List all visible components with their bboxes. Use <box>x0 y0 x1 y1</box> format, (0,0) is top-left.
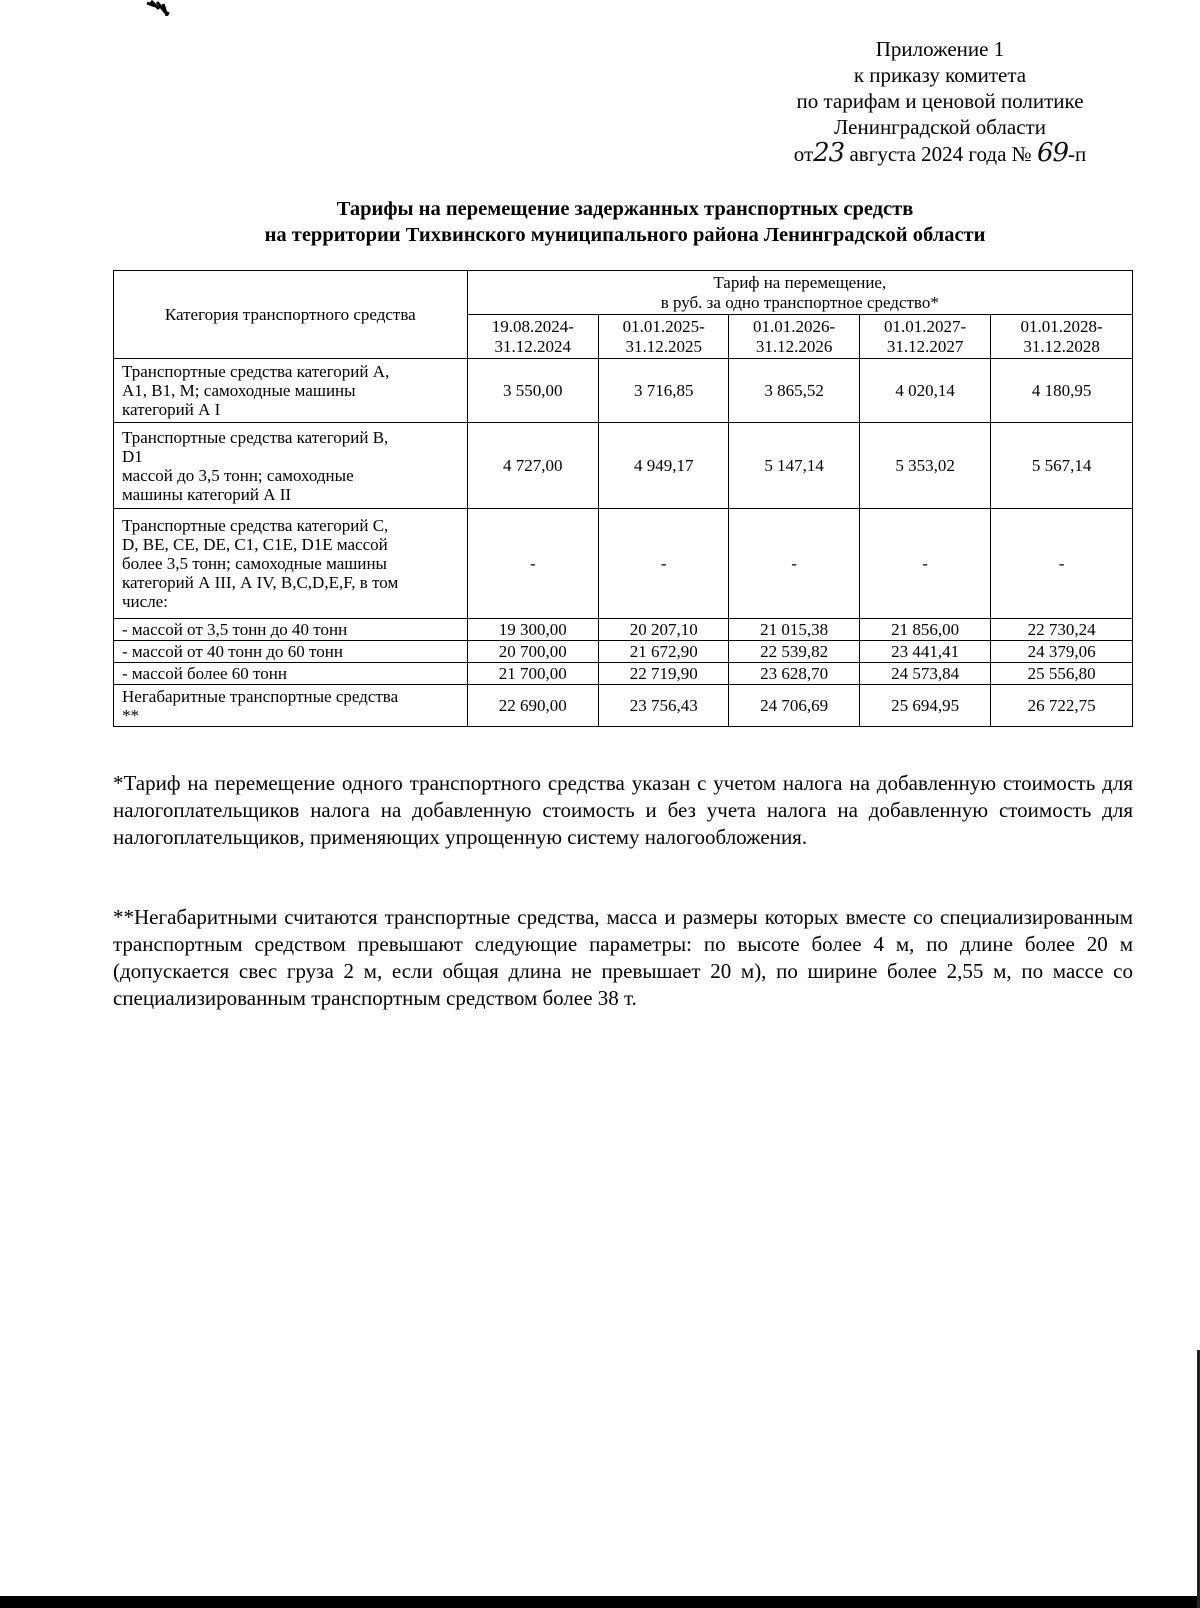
footnote-vat: *Тариф на перемещение одного транспортного средства указан с учетом налога на добавленную стоимость для налогоплательщиков налога на добавленную стоимость и без учета налога на добавленную стоимость для налогоплательщиков, применяющих упрощенную систему налогообложения. <box>113 771 1133 849</box>
table-row <box>114 641 1133 663</box>
period-header <box>729 315 859 359</box>
number-suffix: -п <box>1068 142 1087 166</box>
tariff-value-cell: 20 207,10 <box>599 619 729 641</box>
tariff-value-cell: - <box>599 509 729 619</box>
tariff-value-cell: 25 694,95 <box>859 685 990 727</box>
tariff-header-line-2: в руб. за одно транспортное средство* <box>660 292 939 312</box>
tariff-value-cell: 4 949,17 <box>599 423 729 509</box>
date-middle: августа 2024 года № <box>849 142 1032 166</box>
tariff-value-cell: 4 020,14 <box>859 359 990 423</box>
category-line: D1 <box>122 446 143 466</box>
category-line: категорий А I <box>122 400 221 419</box>
table-row <box>114 619 1133 641</box>
period-to: 31.12.2026 <box>755 336 833 356</box>
tariff-value-cell: - <box>467 509 598 619</box>
appendix-committee: по тарифам и ценовой политике <box>796 89 1084 113</box>
period-header <box>599 315 729 359</box>
category-cell <box>114 509 468 619</box>
tariff-value-cell: 3 865,52 <box>729 359 859 423</box>
category-cell <box>114 663 468 685</box>
category-line: машины категорий А II <box>122 484 292 504</box>
table-row <box>114 509 1133 619</box>
tariff-value-cell: 21 015,38 <box>729 619 859 641</box>
title-line-2: на территории Тихвинского муниципального района Ленинградской области <box>264 224 986 246</box>
period-to: 31.12.2027 <box>886 336 964 356</box>
period-from: 01.01.2027- <box>883 316 967 336</box>
category-cell <box>114 359 468 423</box>
tariff-value-cell: 22 539,82 <box>729 641 859 663</box>
tariff-value-cell: 3 550,00 <box>467 359 598 423</box>
tariff-value-cell: 21 700,00 <box>467 663 598 685</box>
scan-bottom-edge <box>0 1596 1200 1608</box>
title-line-1: Тарифы на перемещение задержанных транспортных средств <box>336 198 914 220</box>
category-line: Негабаритные транспортные средства <box>122 686 399 706</box>
category-line: Транспортные средства категорий С, <box>122 516 389 535</box>
tariff-value-cell: 21 856,00 <box>859 619 990 641</box>
table-row <box>114 685 1133 727</box>
category-line: Транспортные средства категорий А, <box>122 362 390 381</box>
tariff-value-cell: 21 672,90 <box>599 641 729 663</box>
category-column-header: Категория транспортного средства <box>114 271 468 359</box>
tariff-value-cell: 24 573,84 <box>859 663 990 685</box>
period-from: 01.01.2026- <box>753 316 836 336</box>
category-cell <box>114 423 468 509</box>
appendix-title: Приложение 1 <box>875 37 1005 61</box>
appendix-region: Ленинградской области <box>834 115 1046 139</box>
tariff-value-cell: 19 300,00 <box>467 619 598 641</box>
appendix-header <box>760 36 1120 167</box>
tariff-value-cell: 22 719,90 <box>599 663 729 685</box>
category-line: Транспортные средства категорий В, <box>122 427 389 447</box>
tariff-value-cell: 3 716,85 <box>599 359 729 423</box>
footnote-oversized: **Негабаритными считаются транспортные средства, масса и размеры которых вместе со специализированным транспортным средством превышают следующие параметры: по высоте более 4 м, по длине более 20 м (допускается свес груза 2 м, если общая длина не превышает 20 м), по ширине более 2,55 м, по массе со специализированным транспортным средством более 38 т. <box>113 905 1133 1010</box>
tariff-value-cell: 23 441,41 <box>859 641 990 663</box>
handwritten-day: 23 <box>813 138 845 168</box>
period-header <box>859 315 990 359</box>
period-to: 31.12.2024 <box>494 336 572 356</box>
period-from: 01.01.2025- <box>622 316 705 336</box>
category-line: - массой более 60 тонн <box>122 664 287 683</box>
category-line: А1, В1, М; самоходные машины <box>122 381 356 400</box>
tariff-value-cell: 20 700,00 <box>467 641 598 663</box>
period-from: 01.01.2028- <box>1020 316 1103 336</box>
tariff-value-cell: 25 556,80 <box>991 663 1133 685</box>
category-line: массой до 3,5 тонн; самоходные <box>122 465 354 485</box>
table-row <box>114 359 1133 423</box>
category-line: категорий А III, А IV, В,С,D,Е,F, в том <box>122 573 399 592</box>
category-line: - массой от 40 тонн до 60 тонн <box>122 642 343 661</box>
category-cell <box>114 685 468 727</box>
period-to: 31.12.2025 <box>625 336 702 356</box>
tariff-value-cell: 4 727,00 <box>467 423 598 509</box>
category-line: числе: <box>122 592 168 611</box>
category-cell <box>114 619 468 641</box>
table-row <box>114 663 1133 685</box>
handwritten-number: 69 <box>1036 138 1069 168</box>
category-line: ** <box>122 705 139 725</box>
category-line: D, BE, CE, DE, C1, C1E, D1E массой <box>122 535 388 554</box>
tariff-value-cell: 23 628,70 <box>729 663 859 685</box>
tariff-value-cell: - <box>991 509 1133 619</box>
tariff-table <box>113 270 1133 727</box>
period-to: 31.12.2028 <box>1023 336 1100 356</box>
period-header <box>991 315 1133 359</box>
date-prefix: от <box>793 142 814 166</box>
period-from: 19.08.2024- <box>491 316 574 336</box>
tariff-value-cell: 24 706,69 <box>729 685 859 727</box>
tariff-value-cell: 26 722,75 <box>991 685 1133 727</box>
category-line: - массой от 3,5 тонн до 40 тонн <box>122 620 348 639</box>
tariff-value-cell: - <box>859 509 990 619</box>
category-cell <box>114 641 468 663</box>
tariff-value-cell: 22 690,00 <box>467 685 598 727</box>
appendix-date-line <box>760 140 1120 167</box>
tariff-value-cell: 5 567,14 <box>991 423 1133 509</box>
tariff-value-cell: 4 180,95 <box>991 359 1133 423</box>
tariff-value-cell: 22 730,24 <box>991 619 1133 641</box>
tariff-value-cell: 5 147,14 <box>729 423 859 509</box>
tariff-value-cell: 24 379,06 <box>991 641 1133 663</box>
table-row <box>114 423 1133 509</box>
category-line: более 3,5 тонн; самоходные машины <box>122 554 387 573</box>
scan-artifact-mark <box>145 0 171 16</box>
document-title <box>100 196 1150 248</box>
tariff-value-cell: 5 353,02 <box>859 423 990 509</box>
tariff-value-cell: 23 756,43 <box>599 685 729 727</box>
period-header <box>467 315 598 359</box>
appendix-order-ref: к приказу комитета <box>853 63 1027 87</box>
tariff-value-cell: - <box>729 509 859 619</box>
tariff-column-header <box>467 271 1132 315</box>
tariff-header-line-1: Тариф на перемещение, <box>713 272 887 292</box>
